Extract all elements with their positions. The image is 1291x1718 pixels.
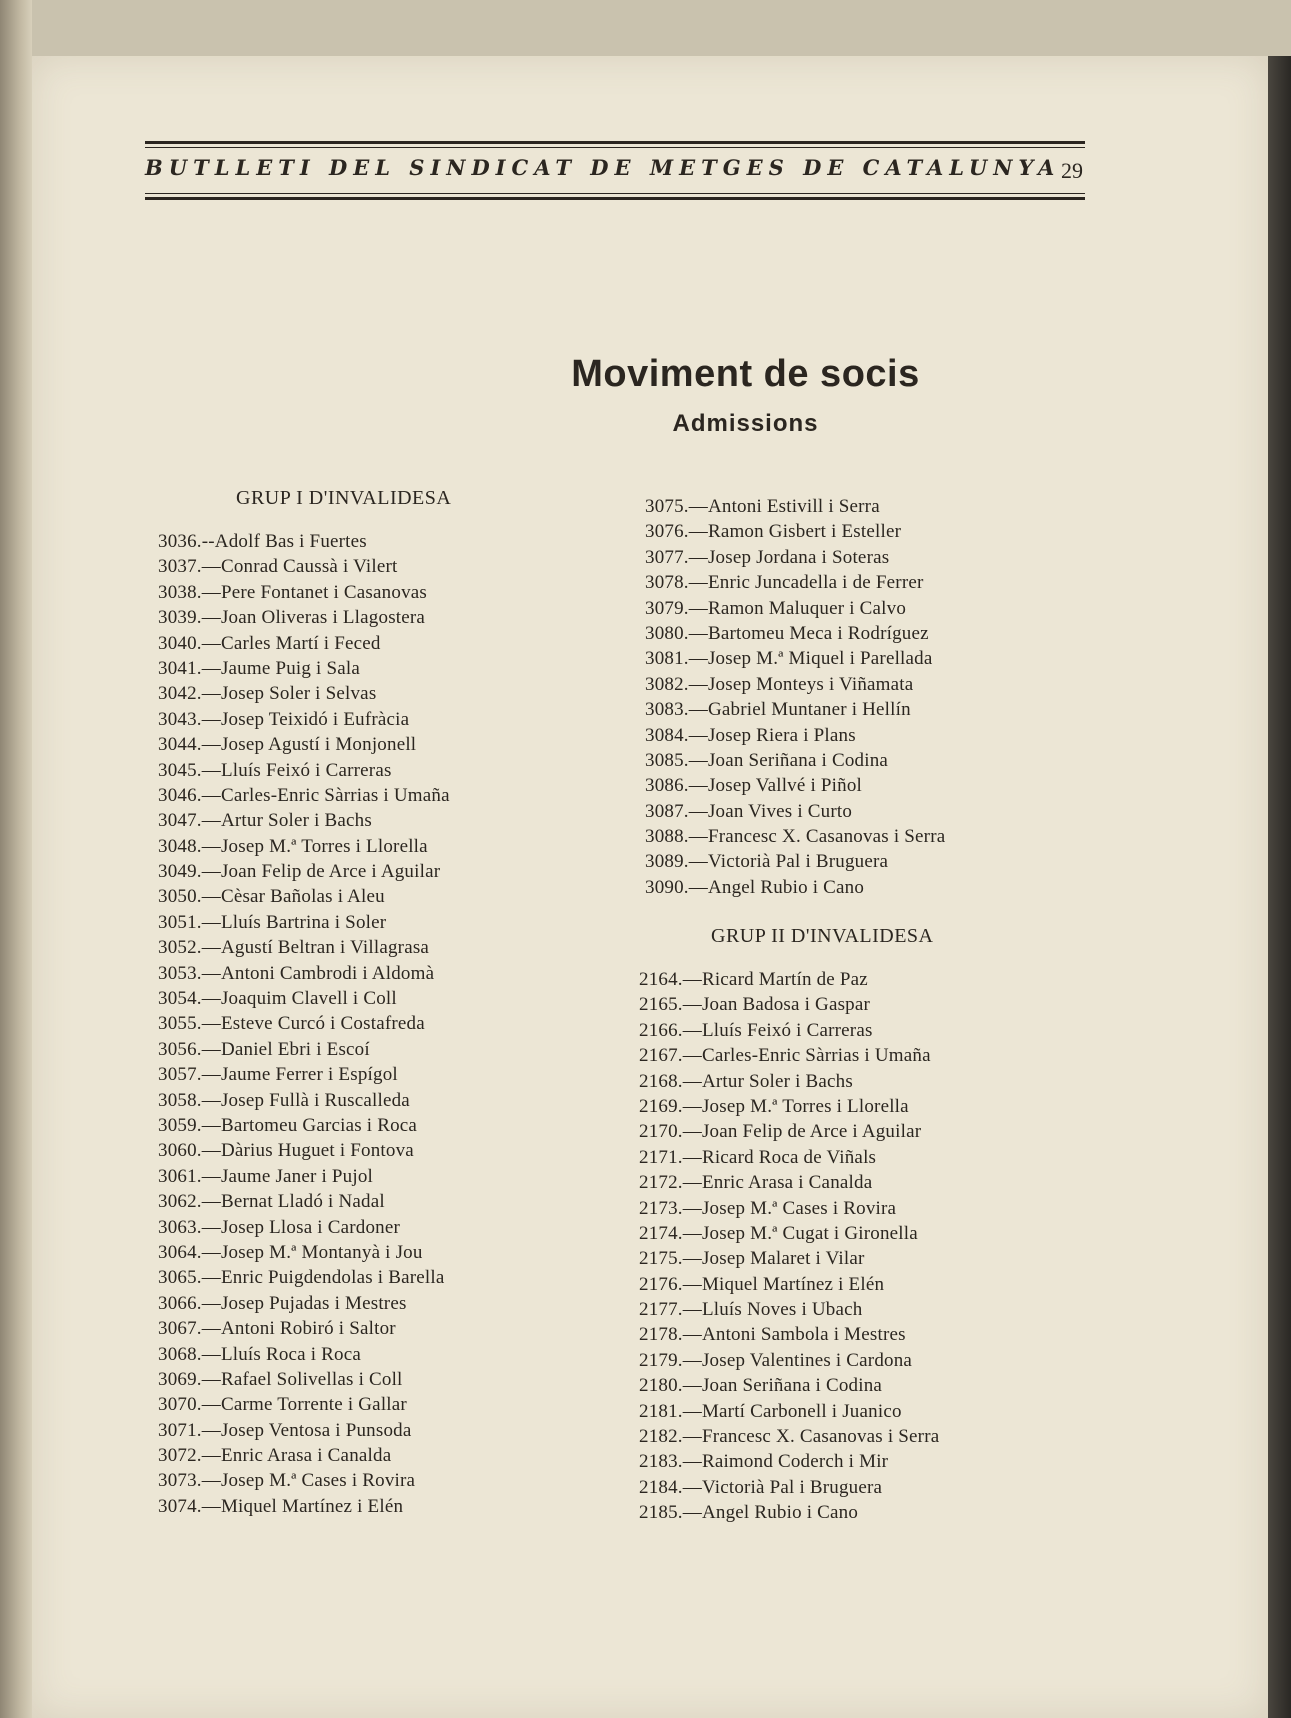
page-subtitle: Admissions <box>672 410 819 437</box>
list-item: 3081.—Josep M.ª Miquel i Parellada <box>645 648 933 670</box>
list-item: 3053.—Antoni Cambrodi i Aldomà <box>158 962 435 984</box>
page-title: Moviment de socis <box>571 353 920 395</box>
list-item: 3080.—Bartomeu Meca i Rodríguez <box>645 622 929 644</box>
running-header <box>145 141 1085 205</box>
list-item: 3089.—Victorià Pal i Bruguera <box>645 851 889 873</box>
list-item: 3086.—Josep Vallvé i Piñol <box>645 775 863 797</box>
list-item: 2182.—Francesc X. Casanovas i Serra <box>639 1426 940 1448</box>
list-item: 3050.—Cèsar Bañolas i Aleu <box>158 886 385 908</box>
list-item: 3043.—Josep Teixidó i Eufràcia <box>158 708 410 730</box>
list-item: 3090.—Angel Rubio i Cano <box>645 876 865 898</box>
list-item: 3041.—Jaume Puig i Sala <box>158 657 360 679</box>
list-item: 3056.—Daniel Ebri i Escoí <box>158 1038 370 1060</box>
group-1-heading: GRUP I D'INVALIDESA <box>236 487 452 509</box>
header-rule-bottom <box>145 197 1085 200</box>
page-number: 29 <box>1061 158 1083 183</box>
list-item: 3088.—Francesc X. Casanovas i Serra <box>645 826 946 848</box>
list-item: 3087.—Joan Vives i Curto <box>645 800 853 822</box>
list-item: 2180.—Joan Seriñana i Codina <box>639 1375 883 1397</box>
list-item: 3044.—Josep Agustí i Monjonell <box>158 734 417 756</box>
list-item: 2179.—Josep Valentines i Cardona <box>639 1349 913 1371</box>
list-item: 3049.—Joan Felip de Arce i Aguilar <box>158 861 441 883</box>
list-item: 3051.—Lluís Bartrina i Soler <box>158 911 387 933</box>
list-item: 2178.—Antoni Sambola i Mestres <box>639 1324 906 1346</box>
list-item: 2177.—Lluís Noves i Ubach <box>639 1299 863 1321</box>
list-item: 3074.—Miquel Martínez i Elén <box>158 1495 404 1517</box>
list-item: 3058.—Josep Fullà i Ruscalleda <box>158 1089 410 1111</box>
list-item: 3038.—Pere Fontanet i Casanovas <box>158 581 427 603</box>
list-item: 3039.—Joan Oliveras i Llagostera <box>158 607 426 629</box>
page-edge <box>1268 56 1291 1718</box>
header-rule-top <box>145 141 1085 144</box>
list-item: 3060.—Dàrius Huguet i Fontova <box>158 1140 414 1162</box>
list-item: 3084.—Josep Riera i Plans <box>645 724 856 746</box>
list-item: 3061.—Jaume Janer i Pujol <box>158 1165 374 1187</box>
list-item: 3059.—Bartomeu Garcias i Roca <box>158 1114 418 1136</box>
list-item: 2174.—Josep M.ª Cugat i Gironella <box>639 1222 918 1244</box>
list-item: 3062.—Bernat Lladó i Nadal <box>158 1191 385 1213</box>
group-1-list <box>158 529 450 1519</box>
list-item: 3070.—Carme Torrente i Gallar <box>158 1394 407 1416</box>
group-2-list <box>639 967 939 1526</box>
list-item: 3071.—Josep Ventosa i Punsoda <box>158 1419 412 1441</box>
list-item: 2176.—Miquel Martínez i Elén <box>639 1273 885 1295</box>
list-item: 3065.—Enric Puigdendolas i Barella <box>158 1267 445 1289</box>
list-item: 3046.—Carles-Enric Sàrrias i Umaña <box>158 784 450 806</box>
list-item: 2164.—Ricard Martín de Paz <box>639 969 868 990</box>
list-item: 3073.—Josep M.ª Cases i Rovira <box>158 1470 416 1492</box>
list-item: 3047.—Artur Soler i Bachs <box>158 810 372 832</box>
list-item: 3077.—Josep Jordana i Soteras <box>645 546 890 568</box>
list-item: 2170.—Joan Felip de Arce i Aguilar <box>639 1121 922 1143</box>
list-item: 3057.—Jaume Ferrer i Espígol <box>158 1064 398 1086</box>
list-item: 3078.—Enric Juncadella i de Ferrer <box>645 572 924 594</box>
book-spine <box>0 0 32 1718</box>
list-item: 2165.—Joan Badosa i Gaspar <box>639 994 871 1016</box>
list-item: 3083.—Gabriel Muntaner i Hellín <box>645 699 911 721</box>
list-item: 3066.—Josep Pujadas i Mestres <box>158 1292 407 1314</box>
list-item: 3082.—Josep Monteys i Viñamata <box>645 673 914 695</box>
list-item: 2169.—Josep M.ª Torres i Llorella <box>639 1095 909 1117</box>
list-item: 2168.—Artur Soler i Bachs <box>639 1070 853 1092</box>
list-item: 3075.—Antoni Estivill i Serra <box>645 496 880 517</box>
list-item: 3042.—Josep Soler i Selvas <box>158 683 377 705</box>
list-item: 3052.—Agustí Beltran i Villagrasa <box>158 937 430 959</box>
list-item: 2175.—Josep Malaret i Vilar <box>639 1248 865 1270</box>
list-item: 3045.—Lluís Feixó i Carreras <box>158 759 392 781</box>
list-item: 2181.—Martí Carbonell i Juanico <box>639 1400 902 1422</box>
list-item: 2172.—Enric Arasa i Canalda <box>639 1172 873 1194</box>
list-item: 3069.—Rafael Solivellas i Coll <box>158 1368 403 1390</box>
list-item: 3037.—Conrad Caussà i Vilert <box>158 556 398 578</box>
list-item: 2184.—Victorià Pal i Bruguera <box>639 1476 883 1498</box>
list-item: 3072.—Enric Arasa i Canalda <box>158 1445 392 1467</box>
list-item: 3068.—Lluís Roca i Roca <box>158 1343 362 1365</box>
list-item: 3067.—Antoni Robiró i Saltor <box>158 1318 396 1340</box>
header-rule-bottom-thin <box>145 193 1085 194</box>
group-2-heading: GRUP II D'INVALIDESA <box>711 925 934 947</box>
list-item: 3085.—Joan Seriñana i Codina <box>645 749 889 771</box>
list-item: 3036.--Adolf Bas i Fuertes <box>158 531 367 552</box>
list-item: 2185.—Angel Rubio i Cano <box>639 1502 859 1524</box>
list-item: 2173.—Josep M.ª Cases i Rovira <box>639 1197 897 1219</box>
list-item: 3040.—Carles Martí i Feced <box>158 632 381 654</box>
list-item: 3054.—Joaquim Clavell i Coll <box>158 988 397 1010</box>
list-item: 3048.—Josep M.ª Torres i Llorella <box>158 835 428 857</box>
list-item: 3079.—Ramon Maluquer i Calvo <box>645 597 907 619</box>
list-item: 2171.—Ricard Roca de Viñals <box>639 1146 877 1168</box>
journal-title: BUTLLETI DEL SINDICAT DE METGES DE CATALUNYA <box>145 155 1061 180</box>
list-item: 2183.—Raimond Coderch i Mir <box>639 1451 889 1473</box>
list-item: 3076.—Ramon Gisbert i Esteller <box>645 521 902 543</box>
list-item: 3063.—Josep Llosa i Cardoner <box>158 1216 401 1238</box>
header-rule-top-thin <box>145 147 1085 148</box>
group-1-list-continued <box>645 494 945 900</box>
list-item: 3064.—Josep M.ª Montanyà i Jou <box>158 1241 423 1263</box>
list-item: 2167.—Carles-Enric Sàrrias i Umaña <box>639 1045 931 1067</box>
list-item: 2166.—Lluís Feixó i Carreras <box>639 1019 873 1041</box>
list-item: 3055.—Esteve Curcó i Costafreda <box>158 1013 425 1035</box>
